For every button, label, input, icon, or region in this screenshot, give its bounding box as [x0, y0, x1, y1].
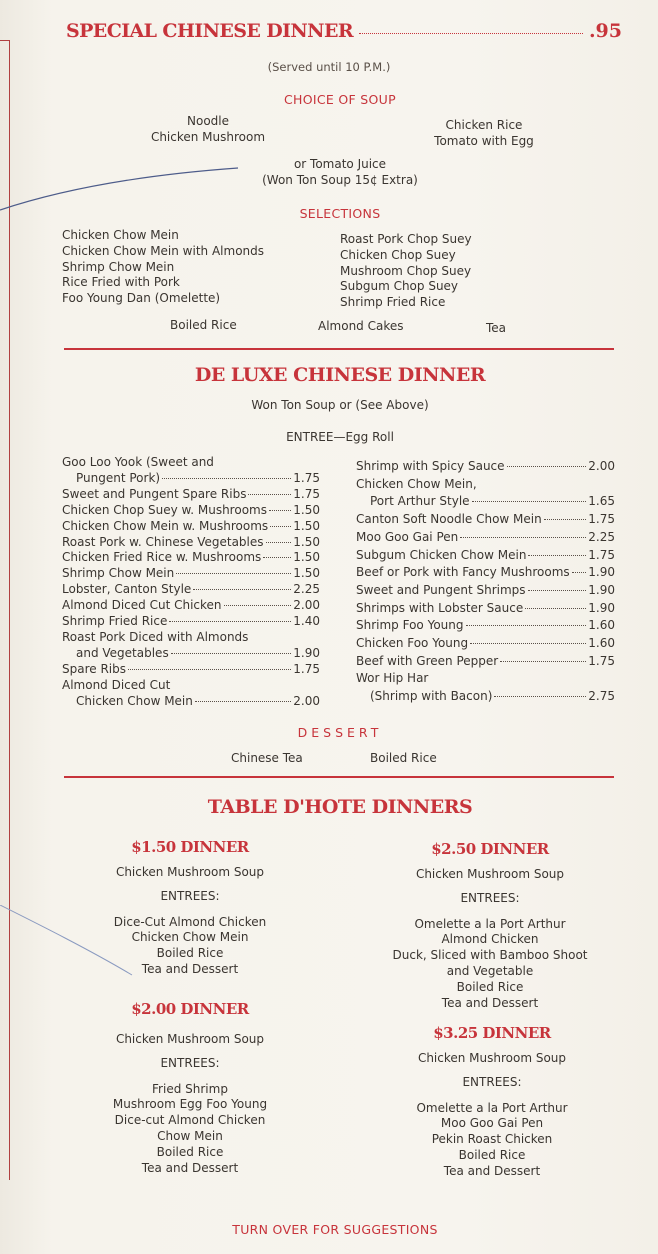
menu-item-name: Spare Ribs — [62, 661, 126, 676]
deluxe-entree: ENTREE—Egg Roll — [286, 430, 394, 444]
selection-item: Rice Fried with Pork — [62, 275, 180, 290]
deluxe-soup: Won Ton Soup or (See Above) — [251, 398, 429, 412]
leader-dots — [270, 526, 291, 527]
selection-item: Shrimp Chow Mein — [62, 259, 175, 274]
won-ton-note: (Won Ton Soup 15¢ Extra) — [262, 172, 418, 187]
menu-item-name: Shrimp Chow Mein — [62, 566, 175, 581]
section-divider — [64, 776, 614, 778]
dessert-chinese-tea: Chinese Tea — [231, 751, 303, 765]
menu-item-name: Almond Diced Cut Chicken — [62, 598, 222, 613]
menu-item-row — [62, 566, 320, 582]
menu-item-row — [62, 503, 320, 519]
menu-item-price: 2.00 — [293, 598, 320, 613]
menu-item-row — [356, 529, 615, 547]
leader-dots — [528, 555, 586, 556]
menu-item-price: 1.90 — [588, 600, 615, 615]
menu-item-price: 1.75 — [588, 512, 615, 527]
menu-item-price: 1.75 — [293, 486, 320, 501]
leader-dots — [544, 519, 587, 520]
menu-item-row — [62, 694, 320, 710]
menu-item-name: Chicken Chow Mein w. Mushrooms — [62, 518, 269, 533]
leader-dots — [169, 621, 291, 622]
menu-item-row — [356, 670, 615, 688]
menu-item-row — [356, 493, 615, 511]
section-divider — [64, 348, 614, 350]
menu-item-price: 1.60 — [588, 618, 615, 633]
leader-dots — [494, 696, 586, 697]
menu-item-name: Sweet and Pungent Shrimps — [356, 582, 526, 597]
menu-item-name: Shrimp Fried Rice — [62, 614, 168, 629]
menu-item-row — [62, 678, 320, 694]
menu-item-row — [62, 630, 320, 646]
menu-item-name: Almond Diced Cut — [62, 677, 171, 692]
special-title-row — [66, 20, 622, 42]
soup-option: or Tomato Juice — [293, 157, 387, 171]
menu-item-name: Moo Goo Gai Pen — [356, 529, 459, 544]
menu-item-row — [62, 646, 320, 662]
menu-item-price: 2.25 — [588, 529, 615, 544]
leader-dots — [572, 572, 587, 573]
extra-almond-cakes: Almond Cakes — [318, 319, 404, 333]
deluxe-left-column — [62, 455, 320, 710]
dinner-item: Dice-cut Almond Chicken — [114, 1113, 266, 1128]
menu-item-name: Shrimp with Spicy Sauce — [356, 459, 505, 473]
menu-item-row — [62, 662, 320, 678]
selection-item: Chicken Chow Mein — [62, 228, 179, 242]
menu-item-name: Subgum Chicken Chow Mein — [356, 547, 527, 562]
menu-item-name: Chicken Fried Rice w. Mushrooms — [62, 550, 262, 565]
selection-item: Mushroom Chop Suey — [340, 263, 472, 278]
dinner-item: Chow Mein — [157, 1128, 223, 1143]
menu-item-name: Canton Soft Noodle Chow Mein — [356, 512, 542, 527]
menu-item-row — [356, 564, 615, 582]
dinner-325-entrees-label: ENTREES: — [462, 1074, 522, 1089]
dinner-item: Tea and Dessert — [141, 1160, 239, 1175]
menu-item-price: 1.75 — [293, 661, 320, 676]
menu-item-name: Lobster, Canton Style — [62, 582, 192, 597]
leader-dots — [500, 661, 586, 662]
special-title: SPECIAL CHINESE DINNER — [66, 20, 354, 42]
dinner-item: Boiled Rice — [456, 979, 524, 994]
menu-item-row — [62, 455, 320, 471]
menu-item-row — [356, 688, 615, 706]
soup-center-list — [240, 157, 440, 189]
leader-dots — [195, 701, 291, 702]
menu-item-price: 2.25 — [293, 582, 320, 597]
dinner-item: Tea and Dessert — [441, 995, 539, 1010]
served-note: (Served until 10 P.M.) — [267, 60, 391, 74]
menu-item-name: Port Arthur Style — [370, 494, 470, 509]
dinner-325-soup: Chicken Mushroom Soup — [417, 1051, 567, 1065]
menu-item-row — [356, 476, 615, 494]
dinner-150-block — [90, 838, 290, 978]
extra-tea: Tea — [486, 321, 507, 335]
menu-item-name: Goo Loo Yook (Sweet and — [62, 455, 214, 469]
soup-option: Tomato with Egg — [434, 133, 534, 148]
menu-item-row — [62, 471, 320, 487]
dinner-150-soup: Chicken Mushroom Soup — [115, 865, 265, 879]
leader-dots — [162, 478, 291, 479]
menu-item-row — [356, 547, 615, 565]
menu-item-row — [356, 635, 615, 653]
soup-right-list — [404, 118, 564, 150]
dinner-250-soup: Chicken Mushroom Soup — [415, 867, 565, 881]
deluxe-title: DE LUXE CHINESE DINNER — [194, 364, 486, 386]
leader-dots — [266, 542, 292, 543]
dinner-item: Dice-Cut Almond Chicken — [113, 914, 267, 929]
menu-item-name: Sweet and Pungent Spare Ribs — [62, 486, 247, 501]
menu-item-name: Pungent Pork) — [76, 470, 161, 485]
dinner-item: Tea and Dessert — [443, 1163, 541, 1178]
dinner-item: Fried Shrimp — [152, 1081, 228, 1096]
leader-dots — [507, 466, 587, 467]
table-dhote-title: TABLE D'HOTE DINNERS — [207, 796, 473, 818]
dinner-250-entrees-label: ENTREES: — [460, 890, 520, 905]
menu-item-price: 1.75 — [588, 547, 615, 562]
selections-right — [340, 232, 472, 311]
leader-dots — [470, 643, 586, 644]
leader-dots — [171, 653, 292, 654]
menu-item-name: Chicken Chow Mein, — [356, 476, 477, 491]
dinner-item: Omelette a la Port Arthur — [416, 1100, 568, 1115]
menu-item-name: Shrimp Foo Young — [356, 618, 464, 633]
selection-item: Roast Pork Chop Suey — [340, 232, 472, 246]
dinner-200-soup: Chicken Mushroom Soup — [115, 1032, 265, 1046]
dinner-item: Pekin Roast Chicken — [431, 1132, 553, 1147]
dinner-item: and Vegetable — [446, 963, 534, 978]
menu-item-row — [62, 550, 320, 566]
dinner-item: Chicken Chow Mein — [131, 930, 249, 945]
menu-item-price: 1.50 — [293, 566, 320, 581]
extra-boiled-rice: Boiled Rice — [170, 318, 237, 332]
menu-item-price: 1.50 — [293, 502, 320, 517]
leader-dots — [128, 669, 291, 670]
menu-item-name: Chicken Chop Suey w. Mushrooms — [62, 502, 267, 517]
leader-dots — [528, 590, 587, 591]
menu-item-price: 1.75 — [293, 470, 320, 485]
menu-item-price: 1.50 — [293, 550, 320, 565]
menu-item-row — [62, 487, 320, 503]
leader-dots — [460, 537, 586, 538]
selection-item: Foo Young Dan (Omelette) — [62, 291, 221, 306]
menu-item-row — [62, 535, 320, 551]
footer-turn-over: TURN OVER FOR SUGGESTIONS — [232, 1222, 438, 1237]
menu-item-name: and Vegetables — [76, 645, 169, 660]
selection-item: Subgum Chop Suey — [340, 279, 459, 294]
leader-dots — [224, 605, 292, 606]
menu-item-price: 1.60 — [588, 636, 615, 651]
dinner-325-title: $3.25 DINNER — [433, 1024, 551, 1042]
menu-item-price: 1.90 — [293, 645, 320, 660]
leader-dots — [263, 557, 291, 558]
dinner-item: Duck, Sliced with Bamboo Shoot — [392, 948, 588, 963]
menu-item-price: 2.75 — [588, 689, 615, 704]
dinner-200-title: $2.00 DINNER — [131, 1000, 249, 1018]
selection-item: Chicken Chop Suey — [340, 247, 456, 262]
menu-item-name: Chicken Chow Mein — [76, 693, 193, 708]
soup-option: Chicken Mushroom — [150, 129, 266, 144]
menu-item-name: Beef with Green Pepper — [356, 653, 499, 668]
leader-dots — [472, 501, 587, 502]
dinner-item: Omelette a la Port Arthur — [414, 916, 566, 931]
leader-dots — [193, 589, 291, 590]
dessert-boiled-rice: Boiled Rice — [370, 751, 437, 765]
menu-item-row — [62, 614, 320, 630]
dinner-item: Boiled Rice — [156, 946, 224, 961]
menu-item-row — [356, 458, 615, 476]
dinner-200-entrees-label: ENTREES: — [160, 1055, 220, 1070]
dinner-150-entrees-label: ENTREES: — [160, 888, 220, 903]
menu-item-price: 1.90 — [588, 565, 615, 580]
dinner-200-block — [80, 1000, 300, 1176]
dinner-item: Mushroom Egg Foo Young — [112, 1097, 268, 1112]
menu-item-row — [356, 582, 615, 600]
dinner-150-title: $1.50 DINNER — [131, 838, 249, 856]
menu-item-name: Roast Pork w. Chinese Vegetables — [62, 534, 264, 549]
leader-dots — [525, 608, 586, 609]
leader-dots — [269, 510, 291, 511]
soup-option: Chicken Rice — [445, 118, 523, 132]
menu-item-price: 2.00 — [293, 693, 320, 708]
menu-item-price: 2.00 — [588, 459, 615, 473]
selection-item: Shrimp Fried Rice — [340, 295, 446, 310]
dinner-item: Tea and Dessert — [141, 961, 239, 976]
dinner-item: Moo Goo Gai Pen — [440, 1116, 544, 1131]
dinner-250-block — [372, 840, 608, 1011]
menu-item-name: Shrimps with Lobster Sauce — [356, 600, 524, 615]
menu-item-name: Chicken Foo Young — [356, 636, 469, 651]
soup-left-list — [128, 114, 288, 146]
dinner-item: Boiled Rice — [156, 1144, 224, 1159]
dinner-item: Almond Chicken — [441, 932, 539, 947]
menu-item-row — [62, 582, 320, 598]
selections-heading: SELECTIONS — [299, 206, 381, 221]
menu-item-name: Roast Pork Diced with Almonds — [62, 629, 249, 644]
leader-dots — [466, 625, 587, 626]
left-margin-rule-cap — [0, 40, 9, 41]
dinner-325-items — [382, 1101, 602, 1180]
dinner-250-title: $2.50 DINNER — [431, 840, 549, 858]
menu-item-row — [62, 519, 320, 535]
menu-item-row — [356, 653, 615, 671]
soup-option: Noodle — [187, 114, 229, 128]
menu-item-name: (Shrimp with Bacon) — [370, 689, 493, 704]
dinner-200-items — [80, 1082, 300, 1177]
menu-item-price: 1.50 — [293, 518, 320, 533]
title-leader-dots — [359, 33, 583, 34]
menu-item-price: 1.40 — [293, 614, 320, 629]
menu-item-price: 1.75 — [588, 653, 615, 668]
special-price: .95 — [588, 20, 622, 42]
menu-item-row — [356, 600, 615, 618]
dessert-heading: DESSERT — [297, 725, 383, 740]
leader-dots — [248, 494, 291, 495]
leader-dots — [176, 573, 291, 574]
selection-item: Chicken Chow Mein with Almonds — [62, 243, 265, 258]
menu-item-price: 1.50 — [293, 534, 320, 549]
menu-item-row — [62, 598, 320, 614]
deluxe-right-column — [356, 458, 615, 706]
selections-left — [62, 228, 264, 307]
soup-heading: CHOICE OF SOUP — [284, 92, 396, 107]
dinner-325-block — [382, 1024, 602, 1180]
menu-item-row — [356, 617, 615, 635]
dinner-150-items — [90, 915, 290, 978]
dinner-250-items — [372, 917, 608, 1012]
menu-item-price: 1.65 — [588, 494, 615, 509]
menu-item-row — [356, 511, 615, 529]
menu-item-name: Wor Hip Har — [356, 671, 429, 686]
menu-item-name: Beef or Pork with Fancy Mushrooms — [356, 565, 570, 580]
menu-item-price: 1.90 — [588, 582, 615, 597]
dinner-item: Boiled Rice — [458, 1147, 526, 1162]
